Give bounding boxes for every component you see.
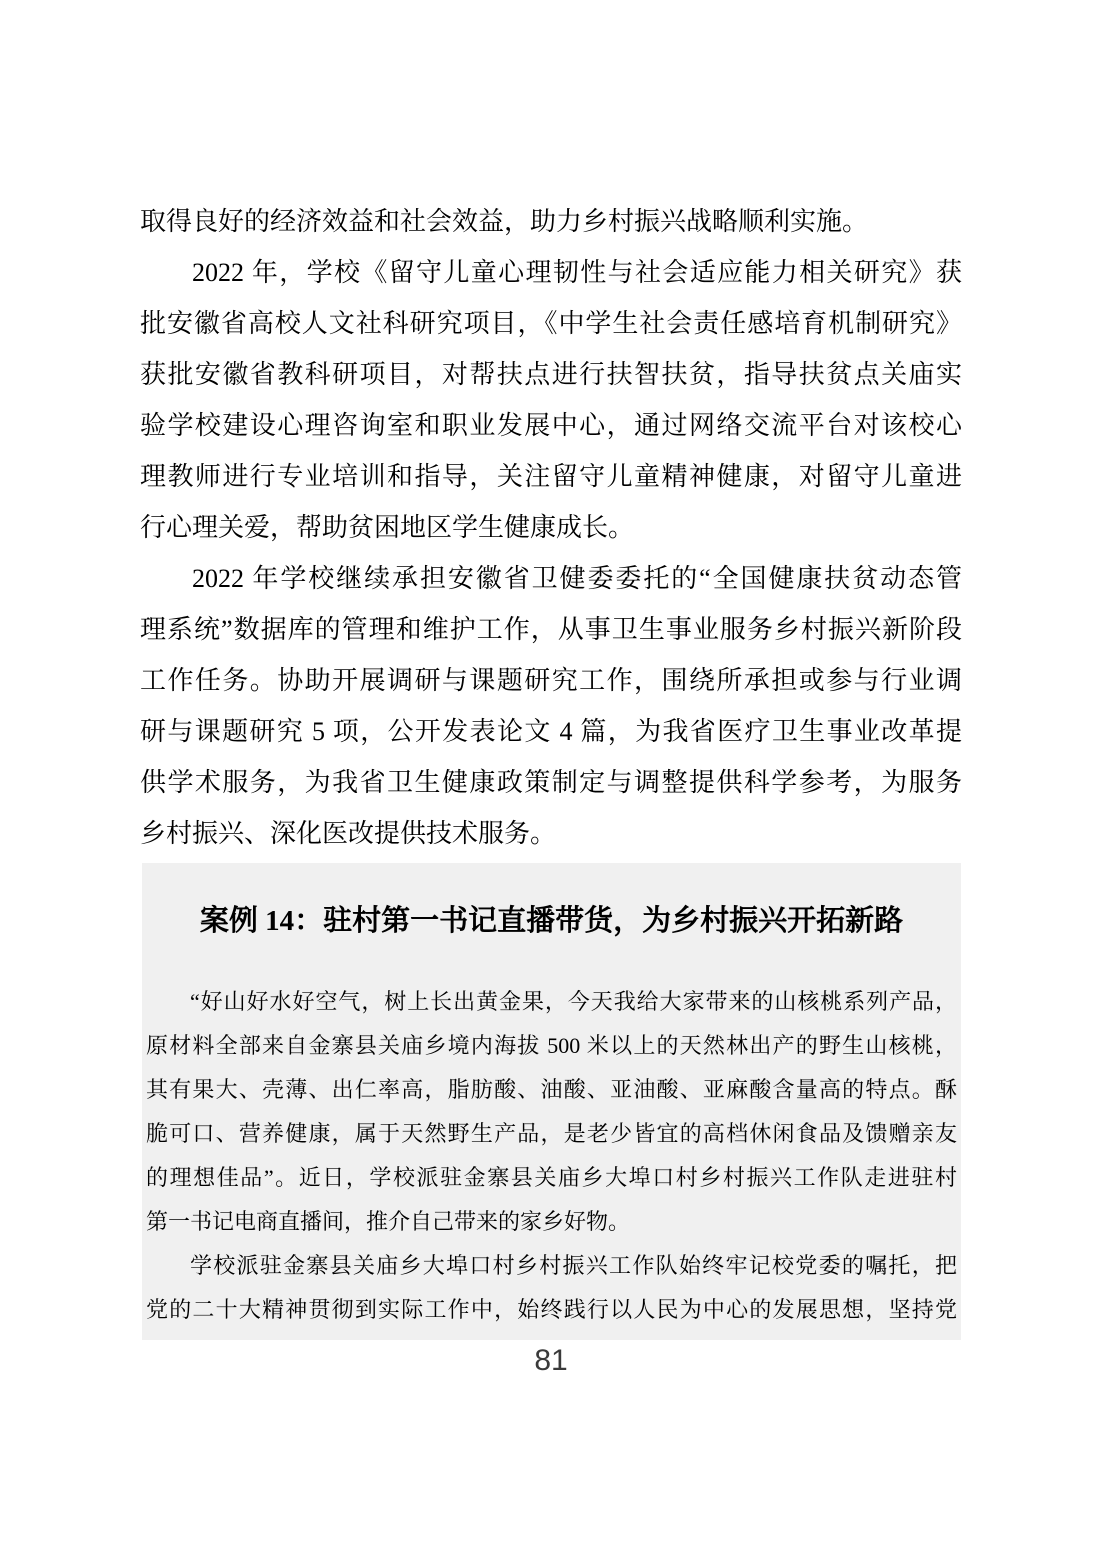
body-text-line: 2022 年，学校《留守儿童心理韧性与社会适应能力相关研究》获 [192,258,962,287]
page-number: 81 [534,1344,568,1377]
body-text-line: 获批安徽省教科研项目，对帮扶点进行扶智扶贫，指导扶贫点关庙实 [140,360,962,389]
case-highlight-box [142,863,961,1340]
case-box-text-line: “好山好水好空气，树上长出黄金果，今天我给大家带来的山核桃系列产品， [190,989,957,1014]
case-box-text-line: 其有果大、壳薄、出仁率高，脂肪酸、油酸、亚油酸、亚麻酸含量高的特点。酥 [146,1077,957,1102]
body-text-line: 工作任务。协助开展调研与课题研究工作，围绕所承担或参与行业调 [140,666,962,695]
case-box-text-block [146,980,957,1332]
body-text-line: 研与课题研究 5 项，公开发表论文 4 篇，为我省医疗卫生事业改革提 [140,717,962,746]
case-box-title: 案例 14：驻村第一书记直播带货，为乡村振兴开拓新路 [199,905,904,937]
body-text-line: 乡村振兴、深化医改提供技术服务。 [140,819,557,848]
body-text-line: 理教师进行专业培训和指导，关注留守儿童精神健康，对留守儿童进 [140,462,962,491]
body-text-line: 供学术服务，为我省卫生健康政策制定与调整提供科学参考，为服务 [140,768,962,797]
body-text-line: 行心理关爱，帮助贫困地区学生健康成长。 [140,513,635,542]
body-text-line: 取得良好的经济效益和社会效益，助力乡村振兴战略顺利实施。 [140,207,869,236]
body-text-line: 批安徽省高校人文社科研究项目，《中学生社会责任感培育机制研究》 [140,309,962,338]
case-box-text-line: 原材料全部来自金寨县关庙乡境内海拔 500 米以上的天然林出产的野生山核桃， [146,1033,957,1058]
body-text-line: 验学校建设心理咨询室和职业发展中心，通过网络交流平台对该校心 [140,411,962,440]
case-box-text-line: 党的二十大精神贯彻到实际工作中，始终践行以人民为中心的发展思想，坚持党 [146,1297,957,1322]
case-box-text-line: 的理想佳品”。近日，学校派驻金寨县关庙乡大埠口村乡村振兴工作队走进驻村 [146,1165,957,1190]
case-box-text-line: 学校派驻金寨县关庙乡大埠口村乡村振兴工作队始终牢记校党委的嘱托，把 [190,1253,957,1278]
case-box-text-line: 脆可口、营养健康，属于天然野生产品，是老少皆宜的高档休闲食品及馈赠亲友 [146,1121,957,1146]
body-text-line: 理系统”数据库的管理和维护工作，从事卫生事业服务乡村振兴新阶段 [140,615,962,644]
case-box-text-line: 第一书记电商直播间，推介自己带来的家乡好物。 [146,1209,631,1234]
body-text-line: 2022 年学校继续承担安徽省卫健委委托的“全国健康扶贫动态管 [192,564,962,593]
body-text-block [140,196,962,859]
